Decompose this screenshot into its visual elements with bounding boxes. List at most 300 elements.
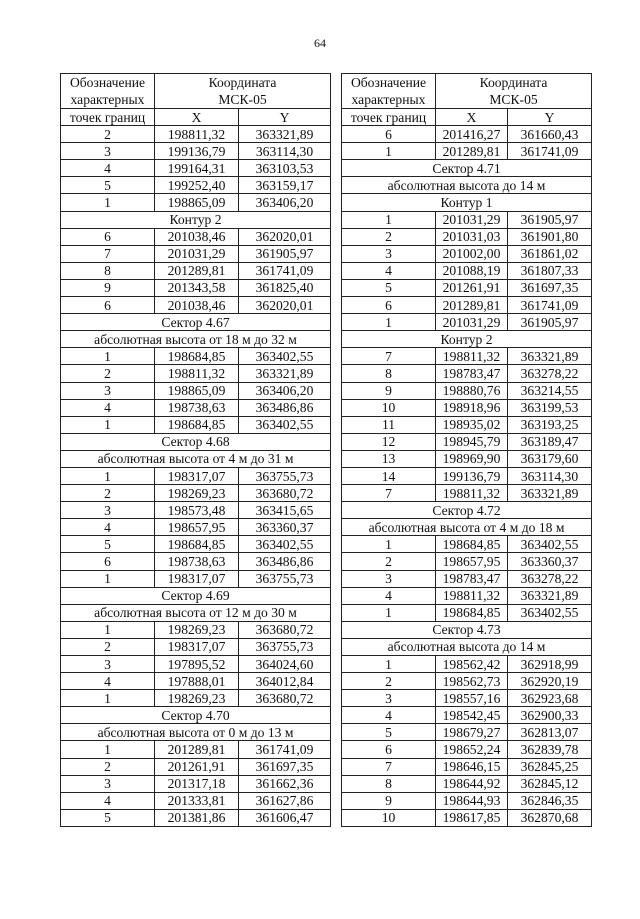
table-row	[342, 382, 592, 399]
point-number: 3	[342, 570, 436, 587]
page-number: 64	[314, 36, 326, 50]
coord-y: 363360,37	[508, 553, 592, 570]
header-label-line-1: Обозначение	[69, 75, 146, 90]
table-row	[342, 126, 592, 143]
table-row	[342, 724, 592, 741]
point-number: 9	[342, 792, 436, 809]
coord-y: 361807,33	[508, 262, 592, 279]
coord-x: 201002,00	[436, 245, 508, 262]
section-title: Сектор 4.73	[342, 621, 592, 638]
coord-y: 363486,86	[239, 399, 331, 416]
coord-x: 198738,63	[155, 399, 239, 416]
point-number: 5	[61, 536, 155, 553]
point-number: 4	[342, 587, 436, 604]
coord-y: 363680,72	[239, 690, 331, 707]
coord-y: 363189,47	[508, 433, 592, 450]
table-row	[61, 382, 331, 399]
table-row	[61, 638, 331, 655]
coord-y: 364012,84	[239, 673, 331, 690]
table-row	[61, 758, 331, 775]
coord-y: 363402,55	[239, 416, 331, 433]
coord-y: 361606,47	[239, 809, 331, 826]
point-number: 4	[61, 399, 155, 416]
point-number: 8	[342, 775, 436, 792]
table-row	[342, 348, 592, 365]
table-row	[342, 809, 592, 826]
coord-x: 199164,31	[155, 160, 239, 177]
coord-x: 201031,03	[436, 228, 508, 245]
table-row	[342, 707, 592, 724]
point-number: 3	[61, 143, 155, 160]
table-row	[342, 399, 592, 416]
table-row	[61, 399, 331, 416]
section-row	[342, 194, 592, 211]
coord-y: 363214,55	[508, 382, 592, 399]
coord-x: 201317,18	[155, 775, 239, 792]
table-row	[342, 297, 592, 314]
coord-y: 363402,55	[239, 536, 331, 553]
coord-x: 201038,46	[155, 228, 239, 245]
coord-x: 198811,32	[436, 485, 508, 502]
point-number: 1	[342, 604, 436, 621]
point-number: 6	[61, 228, 155, 245]
header-coordinate-line-2: МСК-05	[218, 92, 267, 107]
section-row	[61, 314, 331, 331]
coord-x: 201038,46	[155, 297, 239, 314]
header-coordinate	[155, 74, 331, 109]
coord-y: 361905,97	[508, 314, 592, 331]
table-row	[342, 570, 592, 587]
table-row	[342, 553, 592, 570]
header-label-line-2: характерных	[351, 92, 426, 107]
coord-x: 198783,47	[436, 570, 508, 587]
coord-y: 361825,40	[239, 279, 331, 296]
section-row	[342, 519, 592, 536]
coord-x: 198811,32	[436, 587, 508, 604]
coord-x: 201088,19	[436, 262, 508, 279]
table-row	[342, 792, 592, 809]
section-title: абсолютная высота от 4 м до 18 м	[342, 519, 592, 536]
section-row	[61, 724, 331, 741]
section-row	[342, 621, 592, 638]
coord-x: 201289,81	[436, 143, 508, 160]
section-row	[61, 211, 331, 228]
header-y: Y	[239, 109, 331, 126]
coord-x: 198684,85	[155, 416, 239, 433]
table-row	[342, 416, 592, 433]
section-title: Контур 2	[61, 211, 331, 228]
table-row	[61, 485, 331, 502]
coord-y: 361741,09	[239, 262, 331, 279]
table-row	[342, 485, 592, 502]
table-row	[61, 416, 331, 433]
coord-y: 362870,68	[508, 809, 592, 826]
header-x: X	[436, 109, 508, 126]
point-number: 1	[342, 143, 436, 160]
coord-y: 362839,78	[508, 741, 592, 758]
point-number: 2	[61, 365, 155, 382]
coord-y: 363321,89	[508, 485, 592, 502]
coord-y: 363486,86	[239, 553, 331, 570]
coord-y: 361741,09	[508, 143, 592, 160]
table-row	[342, 365, 592, 382]
coord-y: 361905,97	[508, 211, 592, 228]
section-row	[342, 160, 592, 177]
coord-y: 361627,86	[239, 792, 331, 809]
point-number: 4	[61, 519, 155, 536]
point-number: 6	[342, 741, 436, 758]
table-row	[61, 245, 331, 262]
coord-x: 201333,81	[155, 792, 239, 809]
table-row	[342, 656, 592, 673]
coord-y: 362846,35	[508, 792, 592, 809]
coord-x: 198738,63	[155, 553, 239, 570]
point-number: 2	[342, 228, 436, 245]
point-number: 4	[61, 673, 155, 690]
point-number: 6	[61, 297, 155, 314]
coord-y: 363199,53	[508, 399, 592, 416]
point-number: 4	[342, 707, 436, 724]
coord-y: 361660,43	[508, 126, 592, 143]
coord-y: 362923,68	[508, 690, 592, 707]
coord-y: 362845,25	[508, 758, 592, 775]
point-number: 6	[342, 126, 436, 143]
coord-x: 201261,91	[436, 279, 508, 296]
coord-y: 363415,65	[239, 502, 331, 519]
coord-x: 198269,23	[155, 621, 239, 638]
header-point-label	[61, 74, 155, 109]
coord-x: 201031,29	[436, 314, 508, 331]
table-row	[61, 467, 331, 484]
section-title: абсолютная высота до 14 м	[342, 177, 592, 194]
table-row	[61, 621, 331, 638]
coord-y: 363680,72	[239, 621, 331, 638]
coord-y: 363193,25	[508, 416, 592, 433]
coord-y: 361861,02	[508, 245, 592, 262]
point-number: 5	[342, 279, 436, 296]
table-row	[61, 570, 331, 587]
header-label-line-2: характерных	[70, 92, 145, 107]
table-row	[342, 604, 592, 621]
coord-y: 362845,12	[508, 775, 592, 792]
table-row	[61, 262, 331, 279]
coord-y: 361697,35	[508, 279, 592, 296]
point-number: 6	[61, 553, 155, 570]
table-row	[342, 245, 592, 262]
point-number: 3	[61, 775, 155, 792]
table-row	[61, 673, 331, 690]
section-row	[61, 707, 331, 724]
point-number: 3	[342, 245, 436, 262]
table-row	[61, 160, 331, 177]
section-title: Сектор 4.67	[61, 314, 331, 331]
coord-x: 198811,32	[155, 365, 239, 382]
coord-y: 363406,20	[239, 382, 331, 399]
header-coordinate	[436, 74, 592, 109]
coord-x: 198918,96	[436, 399, 508, 416]
section-row	[342, 177, 592, 194]
section-row	[61, 433, 331, 450]
coord-x: 198317,07	[155, 467, 239, 484]
coord-x: 198617,85	[436, 809, 508, 826]
table-row	[61, 536, 331, 553]
table-row	[342, 741, 592, 758]
coord-y: 361662,36	[239, 775, 331, 792]
point-number: 5	[61, 177, 155, 194]
point-number: 4	[342, 262, 436, 279]
section-title: абсолютная высота до 14 м	[342, 638, 592, 655]
section-title: Сектор 4.69	[61, 587, 331, 604]
table-row	[61, 792, 331, 809]
section-row	[61, 331, 331, 348]
table-row	[342, 587, 592, 604]
coord-y: 361741,09	[239, 741, 331, 758]
coord-x: 199136,79	[436, 467, 508, 484]
point-number: 1	[61, 570, 155, 587]
point-number: 3	[342, 690, 436, 707]
table-row	[342, 450, 592, 467]
coord-x: 201381,86	[155, 809, 239, 826]
coord-x: 198644,93	[436, 792, 508, 809]
point-number: 1	[61, 467, 155, 484]
coord-x: 198646,15	[436, 758, 508, 775]
point-number: 3	[61, 382, 155, 399]
section-title: Контур 1	[342, 194, 592, 211]
coord-x: 198880,76	[436, 382, 508, 399]
coord-x: 201289,81	[436, 297, 508, 314]
point-number: 2	[61, 638, 155, 655]
point-number: 2	[61, 485, 155, 502]
header-label-line-1: Обозначение	[350, 75, 427, 90]
coord-x: 198679,27	[436, 724, 508, 741]
table-row	[61, 519, 331, 536]
coord-y: 363755,73	[239, 570, 331, 587]
header-coordinate-line-2: МСК-05	[489, 92, 538, 107]
coord-x: 201261,91	[155, 758, 239, 775]
section-title: абсолютная высота от 18 м до 32 м	[61, 331, 331, 348]
coord-y: 363103,53	[239, 160, 331, 177]
point-number: 11	[342, 416, 436, 433]
table-row	[342, 758, 592, 775]
coord-y: 361905,97	[239, 245, 331, 262]
point-number: 7	[342, 758, 436, 775]
coord-y: 362900,33	[508, 707, 592, 724]
point-number: 2	[342, 673, 436, 690]
point-number: 1	[61, 741, 155, 758]
coord-x: 197888,01	[155, 673, 239, 690]
header-label-line-3: точек границ	[342, 109, 436, 126]
coord-x: 201031,29	[436, 211, 508, 228]
point-number: 6	[342, 297, 436, 314]
coord-x: 201289,81	[155, 262, 239, 279]
coord-x: 198644,92	[436, 775, 508, 792]
coord-x: 199252,40	[155, 177, 239, 194]
table-row	[61, 656, 331, 673]
point-number: 2	[61, 126, 155, 143]
coord-y: 363402,55	[239, 348, 331, 365]
coord-y: 363321,89	[239, 126, 331, 143]
section-title: абсолютная высота от 12 м до 30 м	[61, 604, 331, 621]
section-row	[61, 450, 331, 467]
point-number: 7	[342, 485, 436, 502]
coord-y: 363114,30	[508, 467, 592, 484]
coord-x: 198557,16	[436, 690, 508, 707]
point-number: 5	[61, 809, 155, 826]
table-row	[61, 126, 331, 143]
point-number: 2	[61, 758, 155, 775]
coord-y: 361697,35	[239, 758, 331, 775]
table-row	[342, 211, 592, 228]
point-number: 7	[61, 245, 155, 262]
point-number: 3	[61, 502, 155, 519]
coord-x: 198684,85	[155, 348, 239, 365]
table-row	[342, 690, 592, 707]
coord-x: 198573,48	[155, 502, 239, 519]
point-number: 1	[61, 416, 155, 433]
coord-x: 198684,85	[436, 604, 508, 621]
point-number: 9	[342, 382, 436, 399]
header-coordinate-line-1: Координата	[479, 75, 548, 90]
coord-x: 198562,73	[436, 673, 508, 690]
coord-x: 198652,24	[436, 741, 508, 758]
coord-y: 363360,37	[239, 519, 331, 536]
table-row	[342, 314, 592, 331]
coord-y: 363402,55	[508, 536, 592, 553]
coord-y: 363755,73	[239, 638, 331, 655]
point-number: 1	[342, 656, 436, 673]
coord-y: 363755,73	[239, 467, 331, 484]
coord-x: 198811,32	[155, 126, 239, 143]
coord-y: 364024,60	[239, 656, 331, 673]
table-row	[342, 536, 592, 553]
coord-y: 362813,07	[508, 724, 592, 741]
table-row	[61, 177, 331, 194]
table-row	[61, 809, 331, 826]
point-number: 5	[342, 724, 436, 741]
point-number: 4	[61, 160, 155, 177]
point-number: 10	[342, 809, 436, 826]
table-row	[342, 279, 592, 296]
point-number: 1	[61, 690, 155, 707]
point-number: 7	[342, 348, 436, 365]
table-row	[61, 143, 331, 160]
coord-x: 198684,85	[436, 536, 508, 553]
point-number: 1	[342, 211, 436, 228]
coord-x: 198269,23	[155, 485, 239, 502]
header-y: Y	[508, 109, 592, 126]
section-title: Сектор 4.68	[61, 433, 331, 450]
coord-y: 363114,30	[239, 143, 331, 160]
section-row	[342, 331, 592, 348]
point-number: 13	[342, 450, 436, 467]
coord-x: 199136,79	[155, 143, 239, 160]
header-label-line-3: точек границ	[61, 109, 155, 126]
section-row	[61, 587, 331, 604]
table-row	[61, 348, 331, 365]
table-row	[61, 297, 331, 314]
table-row	[61, 741, 331, 758]
coord-x: 198269,23	[155, 690, 239, 707]
coord-x: 198657,95	[436, 553, 508, 570]
coord-x: 198542,45	[436, 707, 508, 724]
coord-x: 198657,95	[155, 519, 239, 536]
coord-x: 198945,79	[436, 433, 508, 450]
table-row	[342, 262, 592, 279]
coord-y: 363402,55	[508, 604, 592, 621]
coord-y: 362020,01	[239, 228, 331, 245]
section-title: Сектор 4.71	[342, 160, 592, 177]
table-row	[342, 143, 592, 160]
coord-x: 201031,29	[155, 245, 239, 262]
coord-x: 201289,81	[155, 741, 239, 758]
point-number: 1	[61, 194, 155, 211]
coord-y: 362918,99	[508, 656, 592, 673]
point-number: 10	[342, 399, 436, 416]
section-title: Сектор 4.70	[61, 707, 331, 724]
table-row	[61, 553, 331, 570]
table-row	[61, 690, 331, 707]
coord-x: 198562,42	[436, 656, 508, 673]
coord-x: 198969,90	[436, 450, 508, 467]
table-row	[61, 502, 331, 519]
coord-x: 198317,07	[155, 638, 239, 655]
coord-y: 363278,22	[508, 365, 592, 382]
coord-y: 363321,89	[508, 587, 592, 604]
table-row	[61, 279, 331, 296]
section-title: абсолютная высота от 0 м до 13 м	[61, 724, 331, 741]
coord-x: 198811,32	[436, 348, 508, 365]
section-title: абсолютная высота от 4 м до 31 м	[61, 450, 331, 467]
table-row	[61, 775, 331, 792]
point-number: 2	[342, 553, 436, 570]
coord-x: 198865,09	[155, 382, 239, 399]
point-number: 8	[342, 365, 436, 382]
coord-y: 363680,72	[239, 485, 331, 502]
coord-y: 363278,22	[508, 570, 592, 587]
point-number: 14	[342, 467, 436, 484]
coord-x: 198783,47	[436, 365, 508, 382]
point-number: 1	[342, 536, 436, 553]
header-x: X	[155, 109, 239, 126]
section-row	[342, 502, 592, 519]
coord-x: 198935,02	[436, 416, 508, 433]
table-row	[61, 194, 331, 211]
coord-y: 363159,17	[239, 177, 331, 194]
coord-x: 198317,07	[155, 570, 239, 587]
header-point-label	[342, 74, 436, 109]
point-number: 3	[61, 656, 155, 673]
coord-y: 363321,89	[239, 365, 331, 382]
table-row	[61, 228, 331, 245]
coordinates-table-right	[341, 73, 592, 827]
coord-x: 198865,09	[155, 194, 239, 211]
coord-x: 201343,58	[155, 279, 239, 296]
table-row	[342, 433, 592, 450]
coord-x: 198684,85	[155, 536, 239, 553]
point-number: 12	[342, 433, 436, 450]
table-row	[61, 365, 331, 382]
point-number: 8	[61, 262, 155, 279]
table-row	[342, 775, 592, 792]
section-title: Контур 2	[342, 331, 592, 348]
point-number: 4	[61, 792, 155, 809]
coord-y: 361741,09	[508, 297, 592, 314]
section-row	[342, 638, 592, 655]
coord-y: 363406,20	[239, 194, 331, 211]
section-title: Сектор 4.72	[342, 502, 592, 519]
header-coordinate-line-1: Координата	[208, 75, 277, 90]
table-row	[342, 467, 592, 484]
